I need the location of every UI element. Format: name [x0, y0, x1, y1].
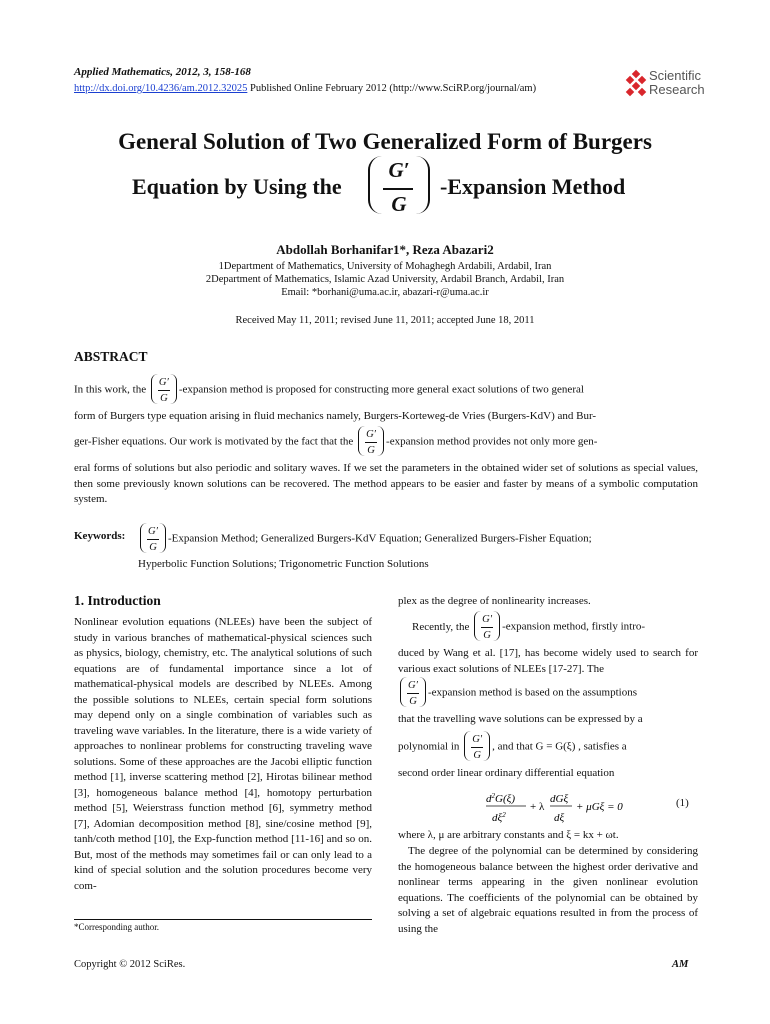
right-col-duced: duced by Wang et al. [17], has become widely used to search for various exact solutions of NLEEs [17-27]. The — [398, 647, 698, 675]
right-col-line-1: plex as the degree of nonlinearity increases. — [398, 595, 591, 607]
abstract-text: ger-Fisher equations. Our work is motivated by the fact that the — [74, 435, 354, 448]
keywords-line-2: Hyperbolic Function Solutions; Trigonometric Function Solutions — [138, 558, 429, 570]
abstract-text: -expansion method is proposed for constructing more general exact solutions of two general — [178, 383, 584, 396]
paper-title-line-1: General Solution of Two Generalized Form of Burgers — [118, 129, 652, 154]
right-col-recently — [398, 610, 698, 644]
keywords-label: Keywords: — [74, 530, 126, 542]
journal-citation: Applied Mathematics, 2012, 3, 158-168 — [74, 66, 251, 78]
logo-dot — [638, 88, 646, 96]
body-text: polynomial in — [398, 740, 460, 753]
paper-title-line-2-left: Equation by Using the — [132, 174, 342, 199]
journal-abbreviation: AM — [672, 959, 689, 970]
paper-title-line-2-right: -Expansion Method — [440, 174, 626, 199]
body-text: -expansion method is based on the assumptions — [428, 686, 637, 699]
right-col-second-order: second order linear ordinary differential equation — [398, 767, 615, 779]
affiliation-1: 1Department of Mathematics, University of Mohaghegh Ardabili, Ardabil, Iran — [218, 261, 552, 272]
title-fraction — [366, 154, 432, 218]
email: Email: *borhani@uma.ac.ir, abazari-r@uma.ac.ir — [281, 287, 489, 298]
gg-fraction: $\frac{G'}{G}$ — [472, 610, 502, 644]
fraction-numerator: G′ — [388, 158, 410, 182]
keywords-line-1 — [138, 522, 698, 556]
gg-fraction: $\frac{G'}{G}$ — [398, 676, 428, 710]
logo-dot — [638, 76, 646, 84]
published-info: Published Online February 2012 (http://www.SciRP.org/journal/am) — [247, 83, 537, 94]
abstract-line-1 — [74, 373, 698, 407]
logo-text — [649, 69, 705, 97]
gg-fraction: $\frac{G'}{G}$ — [462, 730, 492, 764]
right-paren — [416, 156, 430, 214]
abstract-rest: eral forms of solutions but also periodic and solitary waves. If we set the parameters in the obtained wider set of solutions as special values, then some previously known solutions can be recovered. The method appears to be easier and faster by means of a symbolic computation system. — [74, 462, 698, 505]
fraction-bar — [383, 188, 413, 190]
affiliation-2: 2Department of Mathematics, Islamic Azad University, Ardabil Branch, Ardabil, Iran — [205, 274, 565, 285]
svg-text:+ μGξ = 0: + μGξ = 0 — [576, 801, 623, 813]
body-text: , and that G = G(ξ) , satisfies a — [492, 740, 627, 753]
abstract-line-2: form of Burgers type equation arising in fluid mechanics namely, Burgers-Korteweg-de Vries (Burgers-KdV) and Bur- — [74, 410, 597, 422]
body-text: -expansion method, firstly intro- — [502, 620, 646, 633]
abstract-text: -expansion method provides not only more gen- — [386, 435, 598, 448]
abstract-text: In this work, the — [74, 383, 147, 396]
gg-fraction: $\frac{G'}{G}$ — [149, 373, 179, 407]
gg-fraction: $\frac{G'}{G}$ — [356, 425, 386, 459]
right-col-based — [398, 676, 698, 710]
scientific-research-logo — [625, 67, 705, 101]
logo-line-2: Research — [649, 82, 705, 97]
svg-text:dGξ: dGξ — [550, 793, 569, 805]
doi-link[interactable]: http://dx.doi.org/10.4236/am.2012.32025 — [74, 83, 248, 94]
doi-line — [74, 83, 536, 94]
logo-line-1: Scientific — [649, 68, 702, 83]
gg-fraction: $\frac{G'}{G}$ — [138, 522, 168, 556]
right-col-polynomial — [398, 730, 698, 764]
equation-number: (1) — [676, 797, 689, 809]
footnote: *Corresponding author. — [74, 922, 159, 932]
abstract-line-3 — [74, 425, 698, 459]
right-col-degree: The degree of the polynomial can be determined by considering the homogeneous balance between the highest order derivative and nonlinear terms appearing in the given nonlinear evolution equations. The coefficients of the polynomial can be obtained by solving a set of algebraic equations resulted in from the process of using the — [398, 845, 698, 935]
body-text: Recently, the — [412, 620, 470, 633]
copyright: Copyright © 2012 SciRes. — [74, 959, 186, 970]
keywords-text: -Expansion Method; Generalized Burgers-KdV Equation; Generalized Burgers-Fisher Equation; — [168, 532, 592, 545]
svg-text:dξ2: $d\xi^2$ — [492, 811, 506, 824]
logo-dot — [626, 88, 634, 96]
svg-text:dξ: dξ — [554, 812, 565, 824]
equation-1-svg — [484, 789, 634, 827]
received-dates: Received May 11, 2011; revised June 11, 2011; accepted June 18, 2011 — [235, 315, 535, 326]
fraction-denominator: G — [391, 192, 407, 216]
intro-paragraph: Nonlinear evolution equations (NLEEs) have been the subject of study in various branches of mathematical-physical sciences such as physics, biology, chemistry, etc. The analytical solutions of such equations are of fundamental importance since a lot of mathematical-physical models are described by NLEEs. Among the possible solutions to NLEEs, certain special form solutions may depend only on a single combination of variables such as traveling wave variables. In the literature, there is a wide variety of approaches to nonlinear problems for constructing traveling wave solutions. Some of these approaches are the Jacobi elliptic function method [1], inverse scattering method [2], Hirotas bilinear method [3], homogeneous balance method [4], homotopy perturbation method [5], Weierstrass function method [6], symmetry method [7], Adomian decomposition method [8], sine/cosine method [9], tanh/coth method [10], the Exp-function method [11-16] and so on. But, most of the methods may sometimes fail or can only lead to a kind of special solution and the solution procedures become very com- — [74, 616, 372, 892]
authors: Abdollah Borhanifar1*, Reza Abazari2 — [276, 242, 494, 257]
right-col-where: where λ, μ are arbitrary constants and ξ = kx + ωt. — [398, 829, 619, 841]
svg-text:+ λ: + λ — [530, 801, 545, 813]
svg-text:d2G(ξ): $d^2G(\xi)$ — [486, 792, 515, 805]
abstract-heading: ABSTRACT — [74, 349, 148, 364]
footnote-rule — [74, 919, 372, 920]
section-heading-introduction: 1. Introduction — [74, 593, 161, 608]
equation-1 — [484, 789, 634, 827]
right-col-travelling: that the travelling wave solutions can be expressed by a — [398, 713, 643, 725]
